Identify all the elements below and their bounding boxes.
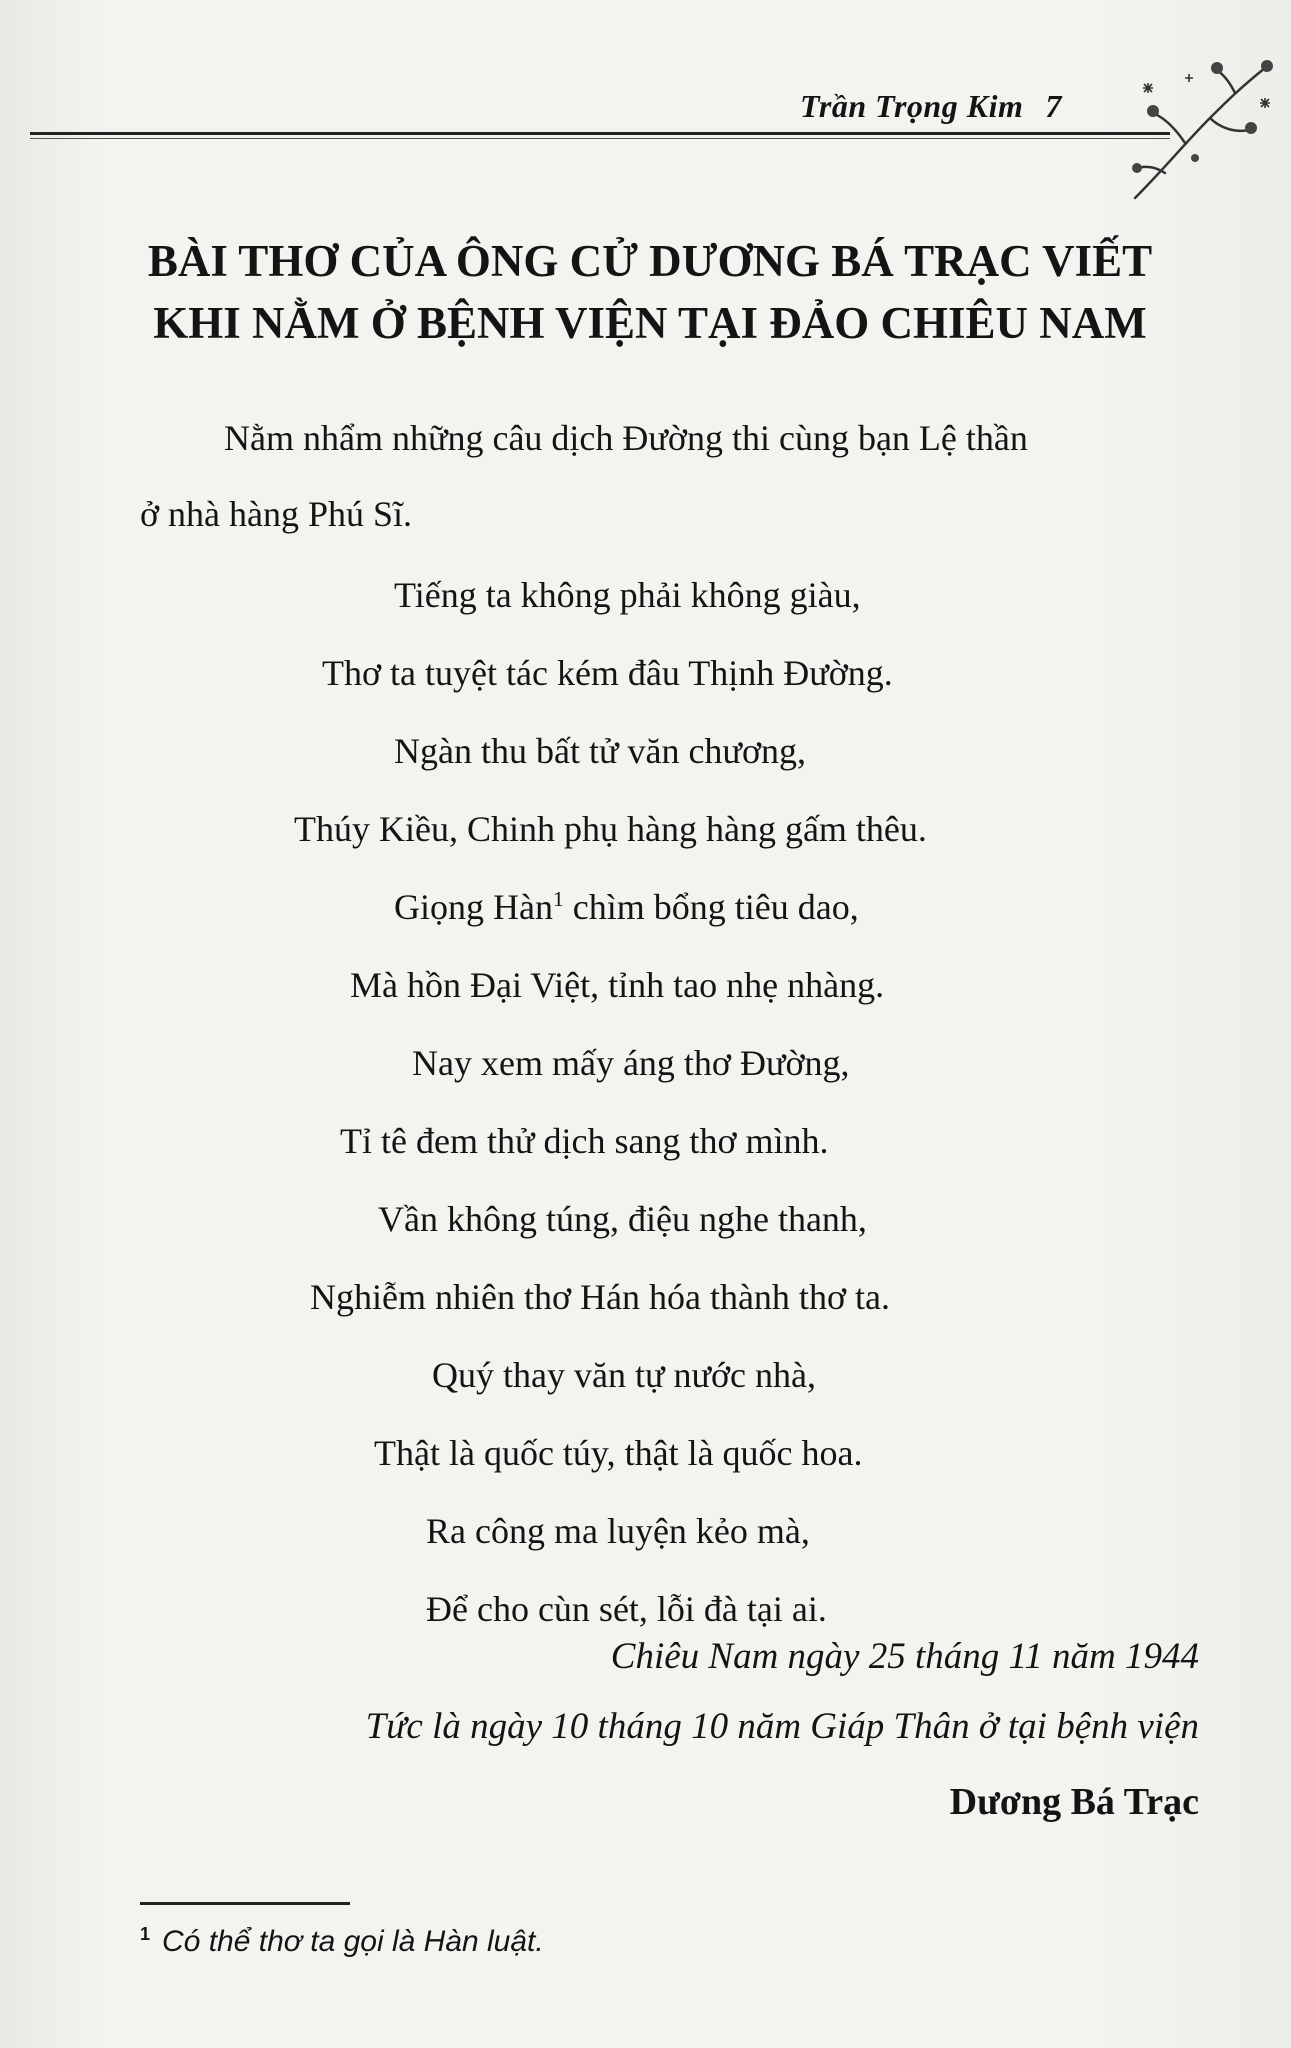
intro-line-1: Nằm nhẩm những câu dịch Đường thi cùng bạn Lệ thần [224, 418, 1028, 458]
header-author: Trần Trọng Kim [800, 88, 1024, 124]
title-line-2: KHI NẰM Ở BỆNH VIỆN TẠI ĐẢO CHIÊU NAM [153, 298, 1147, 348]
poem-author: Dương Bá Trạc [949, 1781, 1199, 1823]
lunar-dateline: Tức là ngày 10 tháng 10 năm Giáp Thân ở tại bệnh viện [365, 1706, 1199, 1747]
poem-title [140, 230, 1160, 354]
verse-2: Thơ ta tuyệt tác kém đâu Thịnh Đường. [322, 653, 893, 693]
intro-paragraph [140, 400, 1200, 552]
footnote-text: Có thể thơ ta gọi là Hàn luật. [162, 1925, 544, 1958]
verse-7: Nay xem mấy áng thơ Đường, [412, 1043, 850, 1083]
verse-1: Tiếng ta không phải không giàu, [394, 575, 861, 615]
floral-branch-icon [1125, 48, 1285, 208]
verse-9: Vần không túng, điệu nghe thanh, [378, 1199, 867, 1239]
title-line-1: BÀI THƠ CỦA ÔNG CỬ DƯƠNG BÁ TRẠC VIẾT [147, 236, 1153, 286]
verse-5-part-1: Giọng Hàn [394, 887, 553, 927]
dateline: Chiêu Nam ngày 25 tháng 11 năm 1944 [610, 1636, 1199, 1677]
footnote-marker: 1 [140, 1924, 151, 1944]
intro-line-2: ở nhà hàng Phú Sĩ. [140, 494, 413, 534]
verse-10: Nghiễm nhiên thơ Hán hóa thành thơ ta. [310, 1277, 890, 1317]
verse-14: Để cho cùn sét, lỗi đà tại ai. [426, 1589, 827, 1629]
running-header [800, 88, 1062, 125]
verse-5-part-2: chìm bổng tiêu dao, [563, 887, 859, 927]
verse-13: Ra công ma luyện kẻo mà, [426, 1511, 810, 1551]
verse-6: Mà hồn Đại Việt, tỉnh tao nhẹ nhàng. [350, 965, 885, 1005]
verse-3: Ngàn thu bất tử văn chương, [394, 731, 806, 771]
page-number: 7 [1045, 88, 1062, 124]
verse-8: Tỉ tê đem thử dịch sang thơ mình. [340, 1121, 829, 1161]
verse-5 [394, 886, 859, 928]
footnote [140, 1925, 544, 1959]
verse-11: Quý thay văn tự nước nhà, [432, 1355, 816, 1395]
footnote-reference: 1 [552, 887, 564, 911]
verse-12: Thật là quốc túy, thật là quốc hoa. [374, 1433, 863, 1473]
footnote-rule [140, 1902, 350, 1905]
header-rule [30, 132, 1170, 139]
verse-4: Thúy Kiều, Chinh phụ hàng hàng gấm thêu. [294, 809, 927, 849]
